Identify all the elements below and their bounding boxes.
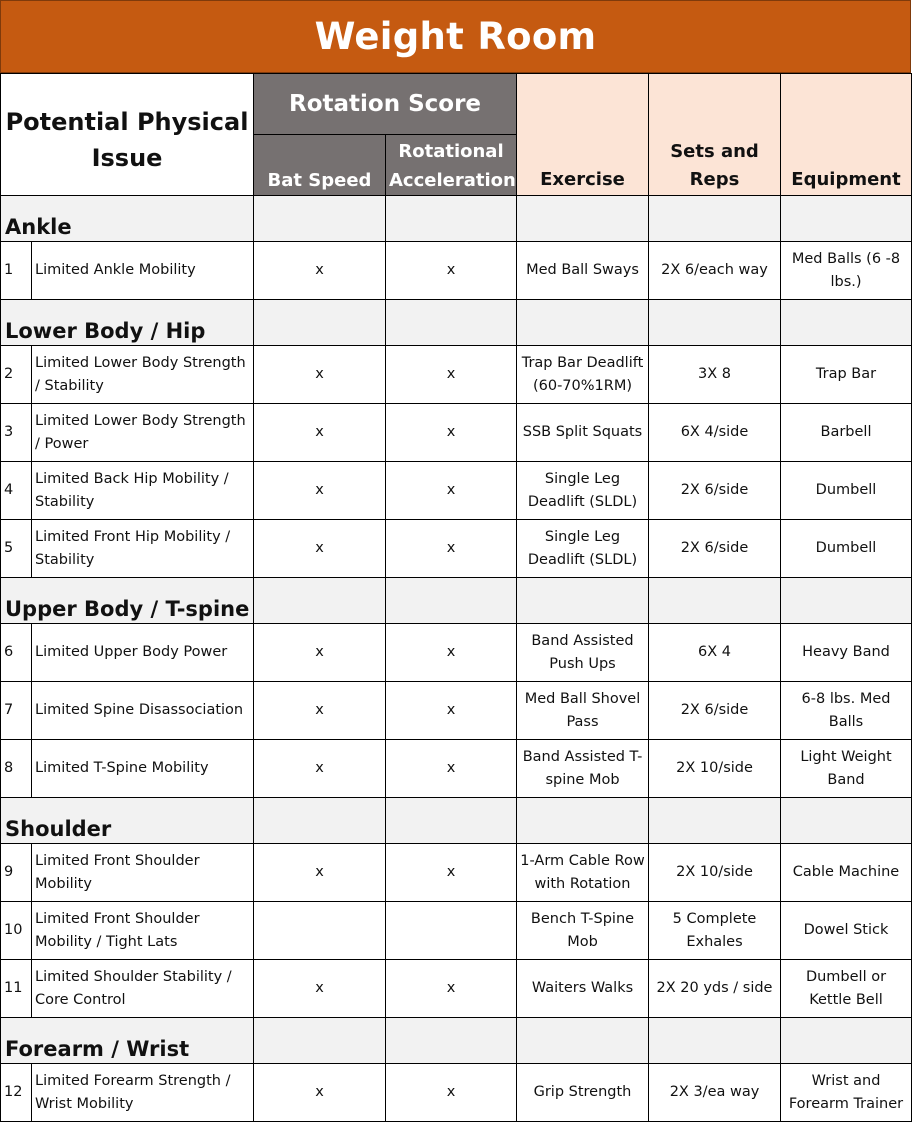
- row-number: 4: [1, 462, 32, 520]
- bat-speed-cell: x: [254, 624, 386, 682]
- rotational-acceleration-cell: x: [386, 404, 517, 462]
- section-empty-cell: [649, 1018, 781, 1064]
- rotational-acceleration-cell: x: [386, 462, 517, 520]
- section-empty-cell: [781, 798, 912, 844]
- issue-cell: Limited Back Hip Mobility / Stability: [32, 462, 254, 520]
- bat-speed-cell: x: [254, 844, 386, 902]
- exercise-cell: Trap Bar Deadlift (60-70%1RM): [517, 346, 649, 404]
- section-label: Ankle: [1, 196, 254, 242]
- equipment-cell: Med Balls (6 -8 lbs.): [781, 242, 912, 300]
- section-empty-cell: [649, 300, 781, 346]
- equipment-cell: Wrist and Forearm Trainer: [781, 1064, 912, 1122]
- table-row: [1, 844, 912, 902]
- table-row: [1, 902, 912, 960]
- sets-reps-cell: 2X 6/side: [649, 520, 781, 578]
- section-empty-cell: [386, 798, 517, 844]
- section-empty-cell: [517, 578, 649, 624]
- section-empty-cell: [649, 798, 781, 844]
- equipment-cell: Heavy Band: [781, 624, 912, 682]
- section-empty-cell: [781, 300, 912, 346]
- row-number: 8: [1, 740, 32, 798]
- exercise-cell: Band Assisted T-spine Mob: [517, 740, 649, 798]
- bat-speed-cell: x: [254, 346, 386, 404]
- table-row: [1, 740, 912, 798]
- section-label: Upper Body / T-spine: [1, 578, 254, 624]
- bat-speed-cell: x: [254, 740, 386, 798]
- issue-cell: Limited Lower Body Strength / Power: [32, 404, 254, 462]
- exercise-cell: Med Ball Shovel Pass: [517, 682, 649, 740]
- section-row: [1, 196, 912, 242]
- equipment-cell: Light Weight Band: [781, 740, 912, 798]
- section-label: Lower Body / Hip: [1, 300, 254, 346]
- table-row: [1, 682, 912, 740]
- rotational-acceleration-cell: [386, 902, 517, 960]
- header-row-1: [1, 74, 912, 135]
- exercise-cell: Med Ball Sways: [517, 242, 649, 300]
- table-row: [1, 1064, 912, 1122]
- sets-reps-cell: 2X 20 yds / side: [649, 960, 781, 1018]
- sets-reps-cell: 2X 3/ea way: [649, 1064, 781, 1122]
- bat-speed-cell: x: [254, 520, 386, 578]
- section-empty-cell: [386, 196, 517, 242]
- sets-reps-cell: 2X 6/each way: [649, 242, 781, 300]
- exercise-cell: Grip Strength: [517, 1064, 649, 1122]
- issue-cell: Limited Shoulder Stability / Core Control: [32, 960, 254, 1018]
- rotational-acceleration-cell: x: [386, 1064, 517, 1122]
- issue-cell: Limited Forearm Strength / Wrist Mobility: [32, 1064, 254, 1122]
- table-row: [1, 520, 912, 578]
- row-number: 2: [1, 346, 32, 404]
- header-equipment: Equipment: [781, 74, 912, 196]
- issue-cell: Limited Front Shoulder Mobility / Tight Lats: [32, 902, 254, 960]
- bat-speed-cell: x: [254, 242, 386, 300]
- section-empty-cell: [781, 196, 912, 242]
- section-empty-cell: [517, 300, 649, 346]
- bat-speed-cell: x: [254, 682, 386, 740]
- bat-speed-cell: [254, 902, 386, 960]
- header-sets-and-reps: Sets and Reps: [649, 74, 781, 196]
- section-empty-cell: [649, 578, 781, 624]
- section-empty-cell: [254, 196, 386, 242]
- exercise-table: [0, 73, 912, 1122]
- sheet-title: Weight Room: [0, 0, 911, 73]
- bat-speed-cell: x: [254, 404, 386, 462]
- bat-speed-cell: x: [254, 462, 386, 520]
- table-row: [1, 624, 912, 682]
- bat-speed-cell: x: [254, 1064, 386, 1122]
- sets-reps-cell: 2X 10/side: [649, 740, 781, 798]
- section-empty-cell: [254, 798, 386, 844]
- section-empty-cell: [781, 578, 912, 624]
- equipment-cell: 6-8 lbs. Med Balls: [781, 682, 912, 740]
- row-number: 10: [1, 902, 32, 960]
- section-row: [1, 300, 912, 346]
- exercise-cell: Waiters Walks: [517, 960, 649, 1018]
- equipment-cell: Dowel Stick: [781, 902, 912, 960]
- equipment-cell: Dumbell: [781, 462, 912, 520]
- section-empty-cell: [254, 1018, 386, 1064]
- equipment-cell: Cable Machine: [781, 844, 912, 902]
- sets-reps-cell: 5 Complete Exhales: [649, 902, 781, 960]
- issue-cell: Limited Lower Body Strength / Stability: [32, 346, 254, 404]
- bat-speed-cell: x: [254, 960, 386, 1018]
- sets-reps-cell: 6X 4/side: [649, 404, 781, 462]
- section-empty-cell: [781, 1018, 912, 1064]
- row-number: 6: [1, 624, 32, 682]
- exercise-cell: Single Leg Deadlift (SLDL): [517, 462, 649, 520]
- row-number: 11: [1, 960, 32, 1018]
- equipment-cell: Barbell: [781, 404, 912, 462]
- table-body: [1, 74, 912, 1122]
- sets-reps-cell: 2X 6/side: [649, 462, 781, 520]
- rotational-acceleration-cell: x: [386, 242, 517, 300]
- section-empty-cell: [386, 578, 517, 624]
- row-number: 1: [1, 242, 32, 300]
- table-row: [1, 960, 912, 1018]
- section-empty-cell: [517, 798, 649, 844]
- header-rotational-acceleration: Rotational Acceleration: [386, 135, 517, 196]
- section-empty-cell: [517, 1018, 649, 1064]
- table-row: [1, 346, 912, 404]
- row-number: 12: [1, 1064, 32, 1122]
- issue-cell: Limited Ankle Mobility: [32, 242, 254, 300]
- section-row: [1, 798, 912, 844]
- table-row: [1, 242, 912, 300]
- equipment-cell: Dumbell: [781, 520, 912, 578]
- section-label: Forearm / Wrist: [1, 1018, 254, 1064]
- rotational-acceleration-cell: x: [386, 346, 517, 404]
- rotational-acceleration-cell: x: [386, 960, 517, 1018]
- row-number: 7: [1, 682, 32, 740]
- equipment-cell: Trap Bar: [781, 346, 912, 404]
- sets-reps-cell: 6X 4: [649, 624, 781, 682]
- section-empty-cell: [254, 300, 386, 346]
- rotational-acceleration-cell: x: [386, 844, 517, 902]
- exercise-cell: 1-Arm Cable Row with Rotation: [517, 844, 649, 902]
- issue-cell: Limited T-Spine Mobility: [32, 740, 254, 798]
- section-empty-cell: [254, 578, 386, 624]
- issue-cell: Limited Front Hip Mobility / Stability: [32, 520, 254, 578]
- exercise-cell: Single Leg Deadlift (SLDL): [517, 520, 649, 578]
- header-potential-physical-issue: Potential Physical Issue: [1, 74, 254, 196]
- section-label: Shoulder: [1, 798, 254, 844]
- table-row: [1, 462, 912, 520]
- issue-cell: Limited Upper Body Power: [32, 624, 254, 682]
- rotational-acceleration-cell: x: [386, 624, 517, 682]
- header-rotation-score: Rotation Score: [254, 74, 517, 135]
- exercise-cell: Band Assisted Push Ups: [517, 624, 649, 682]
- issue-cell: Limited Spine Disassociation: [32, 682, 254, 740]
- section-empty-cell: [386, 300, 517, 346]
- section-row: [1, 578, 912, 624]
- issue-cell: Limited Front Shoulder Mobility: [32, 844, 254, 902]
- table-row: [1, 404, 912, 462]
- header-exercise: Exercise: [517, 74, 649, 196]
- row-number: 3: [1, 404, 32, 462]
- sets-reps-cell: 2X 6/side: [649, 682, 781, 740]
- header-bat-speed: Bat Speed: [254, 135, 386, 196]
- exercise-cell: SSB Split Squats: [517, 404, 649, 462]
- equipment-cell: Dumbell or Kettle Bell: [781, 960, 912, 1018]
- sets-reps-cell: 3X 8: [649, 346, 781, 404]
- rotational-acceleration-cell: x: [386, 682, 517, 740]
- section-empty-cell: [386, 1018, 517, 1064]
- section-empty-cell: [517, 196, 649, 242]
- section-empty-cell: [649, 196, 781, 242]
- exercise-cell: Bench T-Spine Mob: [517, 902, 649, 960]
- sets-reps-cell: 2X 10/side: [649, 844, 781, 902]
- rotational-acceleration-cell: x: [386, 520, 517, 578]
- row-number: 5: [1, 520, 32, 578]
- section-row: [1, 1018, 912, 1064]
- row-number: 9: [1, 844, 32, 902]
- rotational-acceleration-cell: x: [386, 740, 517, 798]
